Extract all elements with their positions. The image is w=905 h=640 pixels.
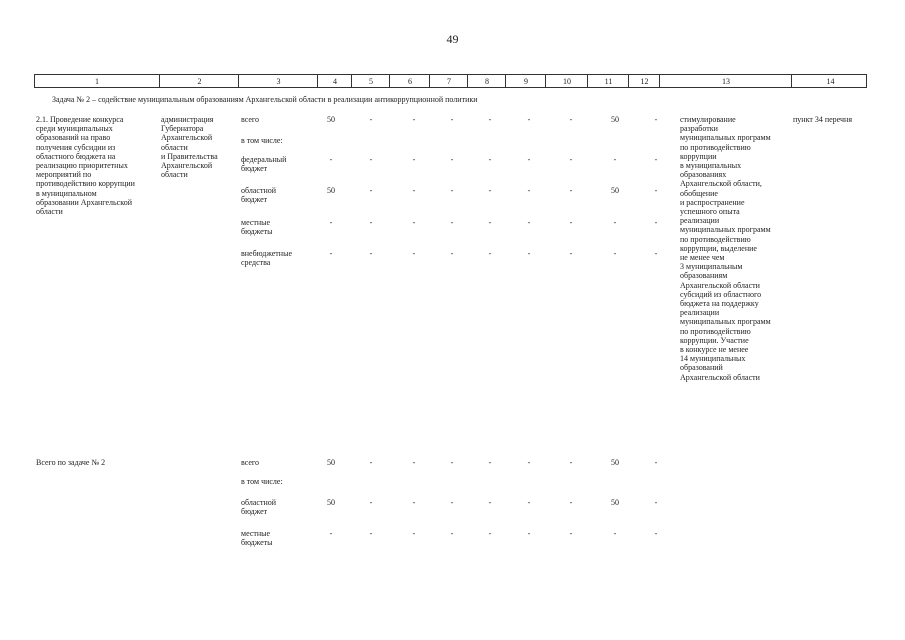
header-col-5: 5 (351, 75, 390, 87)
item-cell: - (527, 249, 531, 258)
total-cell: - (412, 458, 416, 467)
item-cell: - (369, 115, 373, 124)
total-cell: - (369, 498, 373, 507)
item-cell: - (329, 249, 333, 258)
header-col-3: 3 (238, 75, 318, 87)
total-cell: - (654, 529, 658, 538)
item-cell: - (488, 249, 492, 258)
item-cell: - (329, 218, 333, 227)
item-cell: - (450, 186, 454, 195)
item-cell: - (369, 249, 373, 258)
item-cell: - (412, 186, 416, 195)
item-cell: - (488, 186, 492, 195)
item-cell: - (412, 249, 416, 258)
header-col-7: 7 (429, 75, 468, 87)
header-col-8: 8 (467, 75, 506, 87)
item-cell: - (450, 249, 454, 258)
item-cell: - (369, 218, 373, 227)
total-cell: - (488, 529, 492, 538)
item-cell: - (412, 218, 416, 227)
item-cell: 50 (611, 186, 619, 195)
item-cell: - (654, 155, 658, 164)
table-header (34, 74, 867, 88)
item-cell: - (569, 249, 573, 258)
total-name: Всего по задаче № 2 (36, 458, 106, 467)
item-cell: - (412, 155, 416, 164)
total-cell: - (569, 529, 573, 538)
item-cell: - (369, 186, 373, 195)
total-cell: - (654, 498, 658, 507)
item-cell: - (569, 218, 573, 227)
header-col-6: 6 (389, 75, 430, 87)
total-cell: 50 (611, 498, 619, 507)
total-cell: 50 (611, 458, 619, 467)
total-cell: - (329, 529, 333, 538)
task-title: Задача № 2 – содействие муниципальным образованиям Архангельской области в реализации антикоррупционной политики (52, 95, 478, 104)
item-cell: - (654, 218, 658, 227)
item-cell: - (412, 115, 416, 124)
item-cell: - (369, 155, 373, 164)
total-cell: - (613, 529, 617, 538)
item-cell: - (527, 155, 531, 164)
item-cell: - (527, 218, 531, 227)
header-col-10: 10 (545, 75, 588, 87)
header-col-4: 4 (317, 75, 352, 87)
header-col-12: 12 (628, 75, 660, 87)
item-row-label: внебюджетные средства (241, 249, 292, 268)
total-cell: - (527, 529, 531, 538)
item-cell: 50 (327, 115, 335, 124)
header-col-14: 14 (791, 75, 869, 87)
total-cell: - (450, 529, 454, 538)
item-cell: - (329, 155, 333, 164)
item-cell: - (527, 115, 531, 124)
total-cell: - (488, 458, 492, 467)
page-number: 49 (446, 32, 459, 46)
total-cell: - (654, 458, 658, 467)
total-row-label: областной бюджет (241, 498, 277, 517)
total-row-label: местные бюджеты (241, 529, 273, 548)
total-cell: 50 (327, 498, 335, 507)
header-col-2: 2 (159, 75, 239, 87)
item-row-label: местные бюджеты (241, 218, 273, 237)
item-cell: - (569, 155, 573, 164)
total-cell: - (369, 458, 373, 467)
header-col-13: 13 (659, 75, 792, 87)
total-cell: - (412, 498, 416, 507)
item-row-label: областной бюджет (241, 186, 277, 205)
item-cell: - (488, 115, 492, 124)
total-cell: - (569, 458, 573, 467)
header-col-11: 11 (587, 75, 629, 87)
total-cell: - (527, 458, 531, 467)
total-cell: 50 (327, 458, 335, 467)
header-col-1: 1 (95, 77, 99, 86)
total-cell: - (412, 529, 416, 538)
item-cell: - (654, 249, 658, 258)
total-cell: - (450, 458, 454, 467)
item-cell: - (613, 218, 617, 227)
total-cell: - (527, 498, 531, 507)
item-row-label: всего (241, 115, 260, 124)
total-cell: - (569, 498, 573, 507)
item-cell: - (450, 115, 454, 124)
item-row-label: в том числе: (241, 136, 283, 145)
total-row-label: в том числе: (241, 477, 283, 486)
item-cell: - (450, 155, 454, 164)
header-col-9: 9 (505, 75, 546, 87)
item-cell: - (488, 218, 492, 227)
item-row-label: федеральный бюджет (241, 155, 287, 174)
item-cell: - (613, 249, 617, 258)
total-cell: - (369, 529, 373, 538)
item-cell: - (654, 115, 658, 124)
item-reference: пункт 34 перечня (793, 115, 853, 124)
total-cell: - (450, 498, 454, 507)
total-cell: - (488, 498, 492, 507)
item-cell: - (654, 186, 658, 195)
item-result: стимулирование разработки муниципальных программ по противодействию коррупции в муниципальных образованиях Архангельской области, обобщение и распространение успешного опыта реализации муниципальных программ по противодействию коррупции, выделение не менее чем 3 муниципальным образованиям Архангельской области субсидий из областного бюджета на поддержку реализации муниципальных программ по противодействию коррупции. Участие в конкурсе не менее 14 муниципальных образований Архангельской области (680, 115, 771, 382)
item-cell: 50 (327, 186, 335, 195)
item-name: 2.1. Проведение конкурса среди муниципальных образований на право получения субсидии из областного бюджета на реализацию приоритетных мероприятий по противодействию коррупции в муниципальном образовании Архангельской области (36, 115, 135, 217)
total-row-label: всего (241, 458, 260, 467)
item-cell: - (450, 218, 454, 227)
item-executor: администрация Губернатора Архангельской области и Правительства Архангельской области (161, 115, 218, 180)
item-cell: 50 (611, 115, 619, 124)
item-cell: - (569, 186, 573, 195)
item-cell: - (613, 155, 617, 164)
item-cell: - (569, 115, 573, 124)
item-cell: - (488, 155, 492, 164)
item-cell: - (527, 186, 531, 195)
